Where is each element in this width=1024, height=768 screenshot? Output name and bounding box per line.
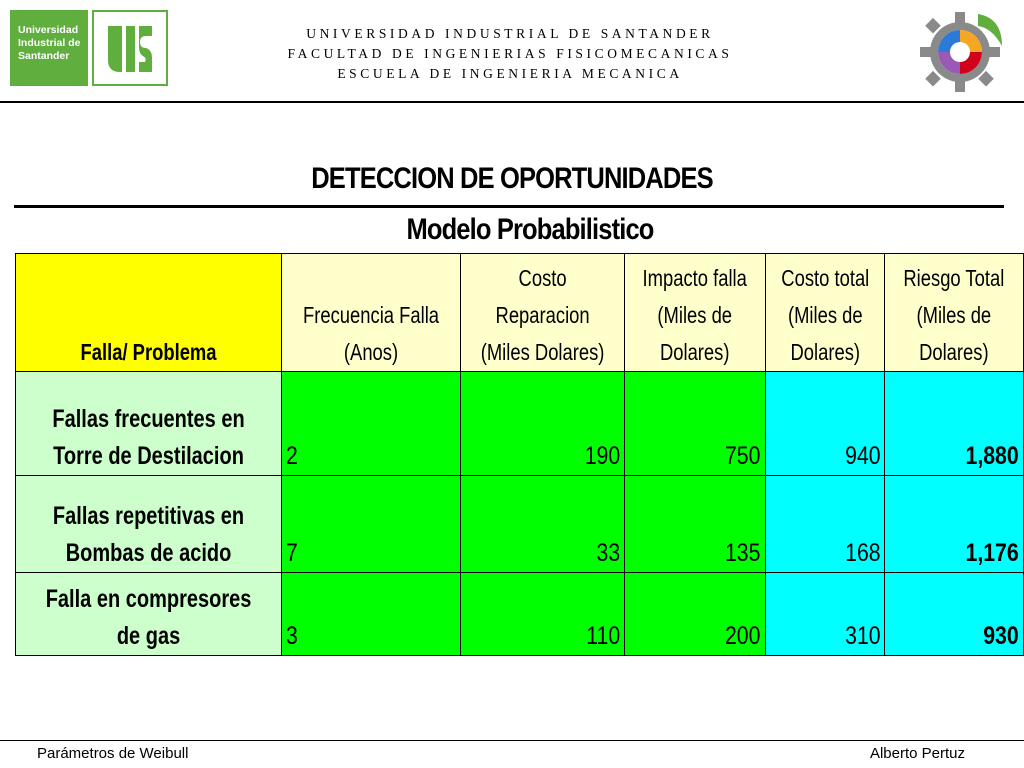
footer-topic: Parámetros de Weibull bbox=[37, 745, 189, 762]
cell-value: 1,176 bbox=[965, 539, 1019, 567]
uis-logo-mark bbox=[92, 10, 168, 86]
cell-impacto bbox=[625, 476, 765, 573]
row-label-text: Falla en compresores bbox=[45, 585, 252, 613]
header-text: (Miles de bbox=[657, 302, 733, 328]
cell-value: 1,880 bbox=[965, 442, 1019, 470]
table-row bbox=[16, 372, 1024, 476]
header-line-university: UNIVERSIDAD INDUSTRIAL DE SANTANDER bbox=[306, 26, 714, 41]
cell-value: 940 bbox=[844, 442, 881, 470]
cell-costo-total bbox=[765, 372, 885, 476]
cell-value: 2 bbox=[286, 442, 298, 470]
row-label-text: Fallas frecuentes en bbox=[52, 405, 245, 433]
cell-value: 190 bbox=[584, 442, 621, 470]
header-institution bbox=[230, 24, 790, 84]
cell-value: 3 bbox=[286, 622, 298, 650]
header-cell-impacto bbox=[625, 254, 765, 372]
title-divider bbox=[14, 205, 1004, 208]
cell-value: 168 bbox=[844, 539, 881, 567]
logo-line: Santander bbox=[18, 50, 70, 62]
table-header-row bbox=[16, 254, 1024, 372]
header-divider bbox=[0, 101, 1024, 103]
cell-value: 750 bbox=[725, 442, 761, 470]
header-cell-falla bbox=[16, 254, 282, 372]
logo-line: Industrial de bbox=[18, 37, 81, 49]
header-text: Riesgo Total bbox=[903, 265, 1005, 291]
cell-value: 110 bbox=[586, 622, 621, 650]
cell-value: 310 bbox=[844, 622, 881, 650]
cell-riesgo-total bbox=[885, 372, 1024, 476]
cell-costo-reparacion bbox=[461, 476, 625, 573]
footer-author: Alberto Pertuz bbox=[869, 745, 965, 762]
header-line-school: ESCUELA DE INGENIERIA MECANICA bbox=[337, 66, 683, 81]
header-text: (Anos) bbox=[343, 339, 399, 365]
header-cell-frecuencia bbox=[282, 254, 461, 372]
cell-costo-reparacion bbox=[461, 573, 625, 656]
cell-value: 200 bbox=[725, 622, 761, 650]
header-cell-costo-reparacion bbox=[461, 254, 625, 372]
header-line-faculty: FACULTAD DE INGENIERIAS FISICOMECANICAS bbox=[287, 46, 733, 61]
page-subtitle: Modelo Probabilistico bbox=[406, 213, 654, 246]
row-label bbox=[16, 372, 282, 476]
cell-riesgo-total bbox=[885, 573, 1024, 656]
cell-impacto bbox=[625, 573, 765, 656]
logo-line: Universidad bbox=[18, 24, 79, 36]
header-text: Dolares) bbox=[660, 339, 730, 365]
header-text: (Miles Dolares) bbox=[480, 339, 605, 365]
cell-value: 135 bbox=[725, 539, 761, 567]
cell-costo-total bbox=[765, 573, 885, 656]
university-logo-text bbox=[10, 10, 88, 86]
header-text: Frecuencia Falla bbox=[303, 302, 440, 328]
page-title: DETECCION DE OPORTUNIDADES bbox=[311, 162, 713, 195]
cell-value: 930 bbox=[983, 622, 1019, 650]
header-text: Impacto falla bbox=[642, 265, 748, 291]
table-row bbox=[16, 573, 1024, 656]
header-text: Costo total bbox=[781, 265, 869, 291]
header-text: Dolares) bbox=[790, 339, 860, 365]
cell-costo-reparacion bbox=[461, 372, 625, 476]
header-cell-costo-total bbox=[765, 254, 885, 372]
header-text: (Miles de bbox=[916, 302, 992, 328]
cell-riesgo-total bbox=[885, 476, 1024, 573]
row-label-text: de gas bbox=[116, 622, 181, 650]
row-label bbox=[16, 573, 282, 656]
cell-costo-total bbox=[765, 476, 885, 573]
cell-frecuencia bbox=[282, 476, 461, 573]
footer-divider bbox=[0, 740, 1024, 741]
uis-mark-icon bbox=[94, 12, 166, 84]
header-text: Costo bbox=[518, 265, 567, 291]
cell-value: 33 bbox=[596, 539, 621, 567]
risk-table bbox=[15, 253, 1024, 656]
header-text: Dolares) bbox=[919, 339, 989, 365]
row-label-text: Fallas repetitivas en bbox=[52, 502, 245, 530]
row-label-text: Torre de Destilacion bbox=[53, 442, 244, 470]
gear-icon bbox=[918, 6, 1006, 94]
header-text: Reparacion bbox=[495, 302, 590, 328]
header-cell-riesgo-total bbox=[885, 254, 1024, 372]
table-row bbox=[16, 476, 1024, 573]
header-text: (Miles de bbox=[787, 302, 863, 328]
row-label bbox=[16, 476, 282, 573]
header-text: Falla/ Problema bbox=[80, 339, 217, 365]
cell-frecuencia bbox=[282, 372, 461, 476]
cell-value: 7 bbox=[286, 539, 298, 567]
cell-frecuencia bbox=[282, 573, 461, 656]
row-label-text: Bombas de acido bbox=[65, 539, 232, 567]
cell-impacto bbox=[625, 372, 765, 476]
mechanical-engineering-logo bbox=[918, 6, 1006, 94]
